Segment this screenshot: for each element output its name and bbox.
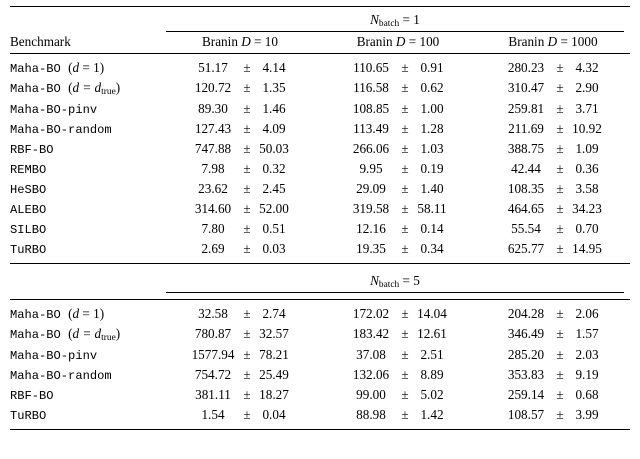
row-suffix-close: ): [99, 305, 105, 321]
plus-minus-icon: ±: [556, 59, 564, 75]
row-label-maha-bo-d1: [10, 58, 160, 78]
header-branin-100-var: D: [395, 34, 406, 50]
plus-minus-icon: ±: [401, 161, 409, 176]
cell-error: 78.21: [259, 346, 289, 362]
cell-value: [320, 239, 476, 259]
table-row: [10, 304, 630, 324]
cell-error: 18.27: [259, 386, 289, 402]
cell-mean: 89.30: [198, 101, 228, 116]
cell-mean: 266.06: [352, 141, 390, 156]
row-label-maha-bo-pinv: Maha-BO-pinv: [10, 103, 98, 117]
cell-mean: 29.09: [356, 181, 386, 196]
cell-error: 3.58: [575, 181, 599, 196]
cell-value: [320, 179, 476, 199]
cell-error: 2.51: [420, 346, 444, 362]
cell-error: 0.32: [262, 161, 286, 176]
cell-error: 32.57: [259, 325, 289, 341]
plus-minus-icon: ±: [401, 366, 409, 382]
plus-minus-icon: ±: [556, 101, 564, 116]
row-suffix-var: d: [72, 59, 80, 75]
cell-value: [160, 345, 320, 365]
cell-error: 34.23: [572, 201, 602, 216]
header-branin-10-val: = 10: [250, 34, 278, 50]
cell-mean: 259.81: [507, 101, 545, 116]
plus-minus-icon: ±: [556, 366, 564, 382]
cell-value: [320, 78, 476, 99]
plus-minus-icon: ±: [243, 121, 251, 136]
cell-value: [476, 304, 630, 324]
table-row: [10, 159, 630, 179]
cell-value: [320, 365, 476, 385]
cell-value: [476, 365, 630, 385]
cell-value: [160, 99, 320, 119]
cell-error: 0.03: [262, 241, 286, 256]
cell-value: [320, 139, 476, 159]
table-row: [10, 405, 630, 425]
cell-mean: 183.42: [352, 325, 390, 341]
cell-mean: 113.49: [353, 121, 389, 136]
cell-error: 1.46: [262, 101, 286, 116]
row-label-maha-bo-d1-b5: [10, 304, 160, 324]
plus-minus-icon: ±: [401, 346, 409, 362]
cell-error: 1.40: [420, 181, 444, 196]
cell-mean: 88.98: [356, 406, 386, 422]
cell-error: 5.02: [420, 386, 444, 402]
plus-minus-icon: ±: [243, 386, 251, 402]
cell-mean: 754.72: [194, 366, 232, 382]
cell-error: 0.14: [420, 221, 444, 236]
cell-value: [320, 304, 476, 324]
cell-error: 4.09: [262, 121, 286, 136]
plus-minus-icon: ±: [556, 406, 564, 422]
row-suffix-open: (: [68, 79, 73, 95]
cell-value: [476, 78, 630, 99]
cell-error: 1.35: [262, 79, 286, 95]
table-row: [10, 119, 630, 139]
row-label-alebo: ALEBO: [10, 203, 47, 217]
plus-minus-icon: ±: [243, 141, 251, 156]
cell-mean: 108.35: [507, 181, 545, 196]
group-header-row-2: [10, 273, 630, 295]
table-row: [10, 99, 630, 119]
cell-value: [320, 99, 476, 119]
cell-value: [476, 324, 630, 345]
cell-error: 2.45: [262, 181, 286, 196]
plus-minus-icon: ±: [243, 59, 251, 75]
header-branin-1000-val: = 1000: [557, 34, 598, 50]
plus-minus-icon: ±: [243, 101, 251, 116]
cell-value: [160, 365, 320, 385]
plus-minus-icon: ±: [556, 141, 564, 156]
header-branin-10: [160, 34, 320, 53]
cell-value: [476, 219, 630, 239]
cell-mean: 1.54: [201, 406, 225, 422]
group-header-row-1: [10, 12, 630, 34]
cell-mean: 32.58: [198, 305, 228, 321]
table-row: [10, 58, 630, 78]
cell-mean: 99.00: [356, 386, 386, 402]
table-row: [10, 324, 630, 345]
group-header-batch-1: [160, 12, 630, 34]
cell-mean: 464.65: [507, 201, 545, 216]
plus-minus-icon: ±: [243, 305, 251, 321]
table-row: [10, 179, 630, 199]
cell-mean: 172.02: [352, 305, 390, 321]
cell-value: [160, 304, 320, 324]
cell-value: [476, 99, 630, 119]
row-suffix-sub: true: [101, 332, 116, 343]
cell-value: [160, 139, 320, 159]
cell-mean: 346.49: [507, 325, 545, 341]
cell-mean: 37.08: [356, 346, 386, 362]
table-row: [10, 219, 630, 239]
cell-value: [320, 324, 476, 345]
cell-error: 0.19: [420, 161, 444, 176]
table-bottom-rule: [10, 429, 630, 430]
cell-mean: 132.06: [352, 366, 390, 382]
cell-mean: 55.54: [511, 221, 541, 236]
plus-minus-icon: ±: [556, 201, 564, 216]
cell-error: 3.71: [575, 101, 599, 116]
cell-mean: 280.23: [507, 59, 545, 75]
cell-value: [476, 199, 630, 219]
header-branin-1000: [476, 34, 630, 53]
cell-error: 4.32: [575, 59, 599, 75]
group-header-value: = 1: [399, 12, 420, 28]
row-suffix-eq: = 1: [79, 59, 100, 75]
cell-mean: 127.43: [194, 121, 232, 136]
plus-minus-icon: ±: [401, 59, 409, 75]
plus-minus-icon: ±: [556, 346, 564, 362]
cell-mean: 120.72: [194, 79, 232, 95]
row-name: Maha-BO: [10, 61, 69, 76]
cell-error: 3.99: [575, 406, 599, 422]
plus-minus-icon: ±: [243, 241, 251, 256]
cell-mean: 110.65: [353, 59, 389, 75]
cell-value: [320, 58, 476, 78]
group-header-sub: batch: [378, 279, 400, 290]
plus-minus-icon: ±: [243, 325, 251, 341]
plus-minus-icon: ±: [401, 241, 409, 256]
row-label-maha-bo-random: Maha-BO-random: [10, 123, 112, 137]
plus-minus-icon: ±: [556, 181, 564, 196]
cell-value: [476, 119, 630, 139]
cell-error: 25.49: [259, 366, 289, 382]
cell-mean: 42.44: [511, 161, 541, 176]
row-label-rembo: REMBO: [10, 163, 47, 177]
row-label-turbo-b5: TuRBO: [10, 408, 47, 423]
plus-minus-icon: ±: [243, 221, 251, 236]
plus-minus-icon: ±: [401, 181, 409, 196]
cell-error: 14.04: [417, 305, 447, 321]
cell-error: 1.00: [420, 101, 444, 116]
table-row: [10, 199, 630, 219]
cell-error: 9.19: [575, 366, 599, 382]
cell-value: [160, 219, 320, 239]
row-suffix-sub: true: [101, 87, 116, 97]
cell-value: [160, 179, 320, 199]
row-label-turbo: TuRBO: [10, 243, 47, 257]
cell-value: [320, 405, 476, 425]
cell-error: 1.57: [575, 325, 599, 341]
cell-mean: 780.87: [194, 325, 232, 341]
row-suffix-open: (: [68, 59, 73, 75]
cell-value: [320, 345, 476, 365]
results-table: [10, 6, 630, 430]
cell-error: 1.42: [420, 406, 444, 422]
cell-error: 58.11: [417, 201, 447, 216]
cell-value: [476, 239, 630, 259]
row-label-maha-bo-random-b5: Maha-BO-random: [10, 368, 112, 383]
plus-minus-icon: ±: [556, 386, 564, 402]
cell-error: 2.90: [575, 79, 599, 95]
plus-minus-icon: ±: [556, 241, 564, 256]
cell-mean: 108.85: [352, 101, 390, 116]
plus-minus-icon: ±: [401, 221, 409, 236]
cell-value: [476, 139, 630, 159]
plus-minus-icon: ±: [243, 366, 251, 382]
cell-error: 10.92: [572, 121, 602, 136]
plus-minus-icon: ±: [401, 305, 409, 321]
header-branin-100-name: Branin: [356, 34, 396, 50]
plus-minus-icon: ±: [556, 221, 564, 236]
row-suffix-open: (: [68, 325, 73, 341]
group-header-n: N: [370, 272, 379, 288]
table-row: [10, 365, 630, 385]
row-suffix-close: ): [115, 79, 121, 95]
cell-mean: 388.75: [507, 141, 545, 156]
plus-minus-icon: ±: [401, 406, 409, 422]
row-name: Maha-BO: [10, 327, 69, 342]
cell-value: [320, 199, 476, 219]
cell-error: 8.89: [420, 366, 444, 382]
header-benchmark: Benchmark: [10, 34, 71, 50]
row-label-maha-bo-pinv-b5: Maha-BO-pinv: [10, 348, 98, 363]
cell-error: 0.62: [420, 79, 444, 95]
row-suffix-close: ): [99, 59, 105, 75]
cell-error: 1.09: [575, 141, 599, 156]
row-suffix-var: d: [72, 305, 80, 321]
cell-value: [476, 345, 630, 365]
plus-minus-icon: ±: [556, 161, 564, 176]
row-name: Maha-BO: [10, 307, 69, 322]
row-suffix-eq: = d: [79, 79, 102, 95]
plus-minus-icon: ±: [243, 201, 251, 216]
cell-value: [160, 324, 320, 345]
plus-minus-icon: ±: [243, 79, 251, 95]
row-label-maha-bo-dtrue: [10, 78, 160, 99]
table-row: [10, 78, 630, 99]
cell-error: 0.51: [262, 221, 286, 236]
cell-mean: 747.88: [194, 141, 232, 156]
cell-mean: 314.60: [194, 201, 232, 216]
group-header-value: = 5: [399, 272, 420, 288]
cell-mean: 19.35: [356, 241, 386, 256]
row-label-rbf-bo-b5: RBF-BO: [10, 388, 54, 403]
cell-mean: 51.17: [198, 59, 228, 75]
group-header-sub: batch: [378, 19, 400, 30]
row-label-maha-bo-dtrue-b5: [10, 324, 160, 345]
row-suffix-close: ): [115, 325, 121, 341]
cell-mean: 319.58: [352, 201, 390, 216]
cell-mean: 625.77: [507, 241, 545, 256]
table-row: [10, 345, 630, 365]
header-branin-1000-name: Branin: [508, 34, 548, 50]
table-row: [10, 239, 630, 259]
cell-value: [476, 405, 630, 425]
cell-mean: 9.95: [359, 161, 383, 176]
cell-value: [476, 58, 630, 78]
cell-error: 52.00: [259, 201, 289, 216]
plus-minus-icon: ±: [401, 325, 409, 341]
cell-value: [160, 405, 320, 425]
cell-mean: 353.83: [507, 366, 545, 382]
row-suffix-eq: = 1: [79, 305, 100, 321]
plus-minus-icon: ±: [401, 79, 409, 95]
cell-error: 14.95: [572, 241, 602, 256]
cell-value: [476, 385, 630, 405]
cell-mean: 7.80: [201, 221, 225, 236]
cell-error: 0.04: [262, 406, 286, 422]
cell-value: [160, 159, 320, 179]
group-header-underline: [166, 292, 624, 293]
cell-error: 50.03: [259, 141, 289, 156]
cell-mean: 108.57: [507, 406, 545, 422]
cell-value: [160, 78, 320, 99]
column-header-row: [10, 34, 630, 53]
cell-mean: 23.62: [198, 181, 228, 196]
plus-minus-icon: ±: [556, 325, 564, 341]
cell-error: 0.34: [420, 241, 444, 256]
row-suffix-var: d: [72, 79, 80, 95]
cell-error: 0.36: [575, 161, 599, 176]
row-label-silbo: SILBO: [10, 223, 47, 237]
header-branin-100: [320, 34, 476, 53]
plus-minus-icon: ±: [556, 121, 564, 136]
plus-minus-icon: ±: [243, 181, 251, 196]
cell-error: 12.61: [417, 325, 447, 341]
table-row: [10, 139, 630, 159]
table-row: [10, 385, 630, 405]
group-header-n: N: [370, 12, 379, 28]
cell-value: [320, 159, 476, 179]
plus-minus-icon: ±: [401, 141, 409, 156]
plus-minus-icon: ±: [243, 346, 251, 362]
row-label-rbf-bo: RBF-BO: [10, 143, 54, 157]
plus-minus-icon: ±: [401, 101, 409, 116]
cell-error: 2.06: [575, 305, 599, 321]
cell-value: [476, 179, 630, 199]
cell-error: 1.28: [420, 121, 444, 136]
cell-value: [160, 199, 320, 219]
cell-value: [160, 239, 320, 259]
header-branin-100-val: = 100: [405, 34, 440, 50]
group-header-batch-5: [160, 273, 630, 295]
plus-minus-icon: ±: [556, 305, 564, 321]
header-branin-10-var: D: [241, 34, 251, 50]
cell-error: 2.03: [575, 346, 599, 362]
cell-error: 0.68: [575, 386, 599, 402]
cell-mean: 310.47: [507, 79, 545, 95]
header-branin-1000-var: D: [547, 34, 558, 50]
cell-mean: 204.28: [507, 305, 545, 321]
row-name: Maha-BO: [10, 81, 69, 96]
cell-mean: 1577.94: [191, 346, 235, 362]
cell-mean: 285.20: [507, 346, 545, 362]
spacer: [10, 264, 630, 273]
cell-error: 0.70: [575, 221, 599, 236]
cell-mean: 7.98: [201, 161, 225, 176]
cell-mean: 12.16: [356, 221, 386, 236]
plus-minus-icon: ±: [556, 79, 564, 95]
cell-value: [476, 159, 630, 179]
cell-mean: 2.69: [201, 241, 225, 256]
cell-value: [160, 119, 320, 139]
row-suffix-eq: = d: [79, 325, 102, 341]
cell-mean: 259.14: [507, 386, 545, 402]
row-suffix-open: (: [68, 305, 73, 321]
cell-mean: 116.58: [353, 79, 389, 95]
cell-value: [320, 219, 476, 239]
plus-minus-icon: ±: [401, 386, 409, 402]
cell-value: [320, 119, 476, 139]
group-header-underline: [166, 31, 624, 32]
row-label-hesbo: HeSBO: [10, 183, 47, 197]
plus-minus-icon: ±: [401, 201, 409, 216]
plus-minus-icon: ±: [243, 406, 251, 422]
plus-minus-icon: ±: [401, 121, 409, 136]
plus-minus-icon: ±: [243, 161, 251, 176]
cell-error: 0.91: [420, 59, 444, 75]
row-suffix-var: d: [72, 325, 80, 341]
cell-mean: 381.11: [195, 386, 231, 402]
cell-value: [320, 385, 476, 405]
cell-value: [160, 385, 320, 405]
header-branin-10-name: Branin: [202, 34, 242, 50]
cell-error: 2.74: [262, 305, 286, 321]
cell-error: 4.14: [262, 59, 286, 75]
cell-error: 1.03: [420, 141, 444, 156]
cell-value: [160, 58, 320, 78]
cell-mean: 211.69: [508, 121, 544, 136]
